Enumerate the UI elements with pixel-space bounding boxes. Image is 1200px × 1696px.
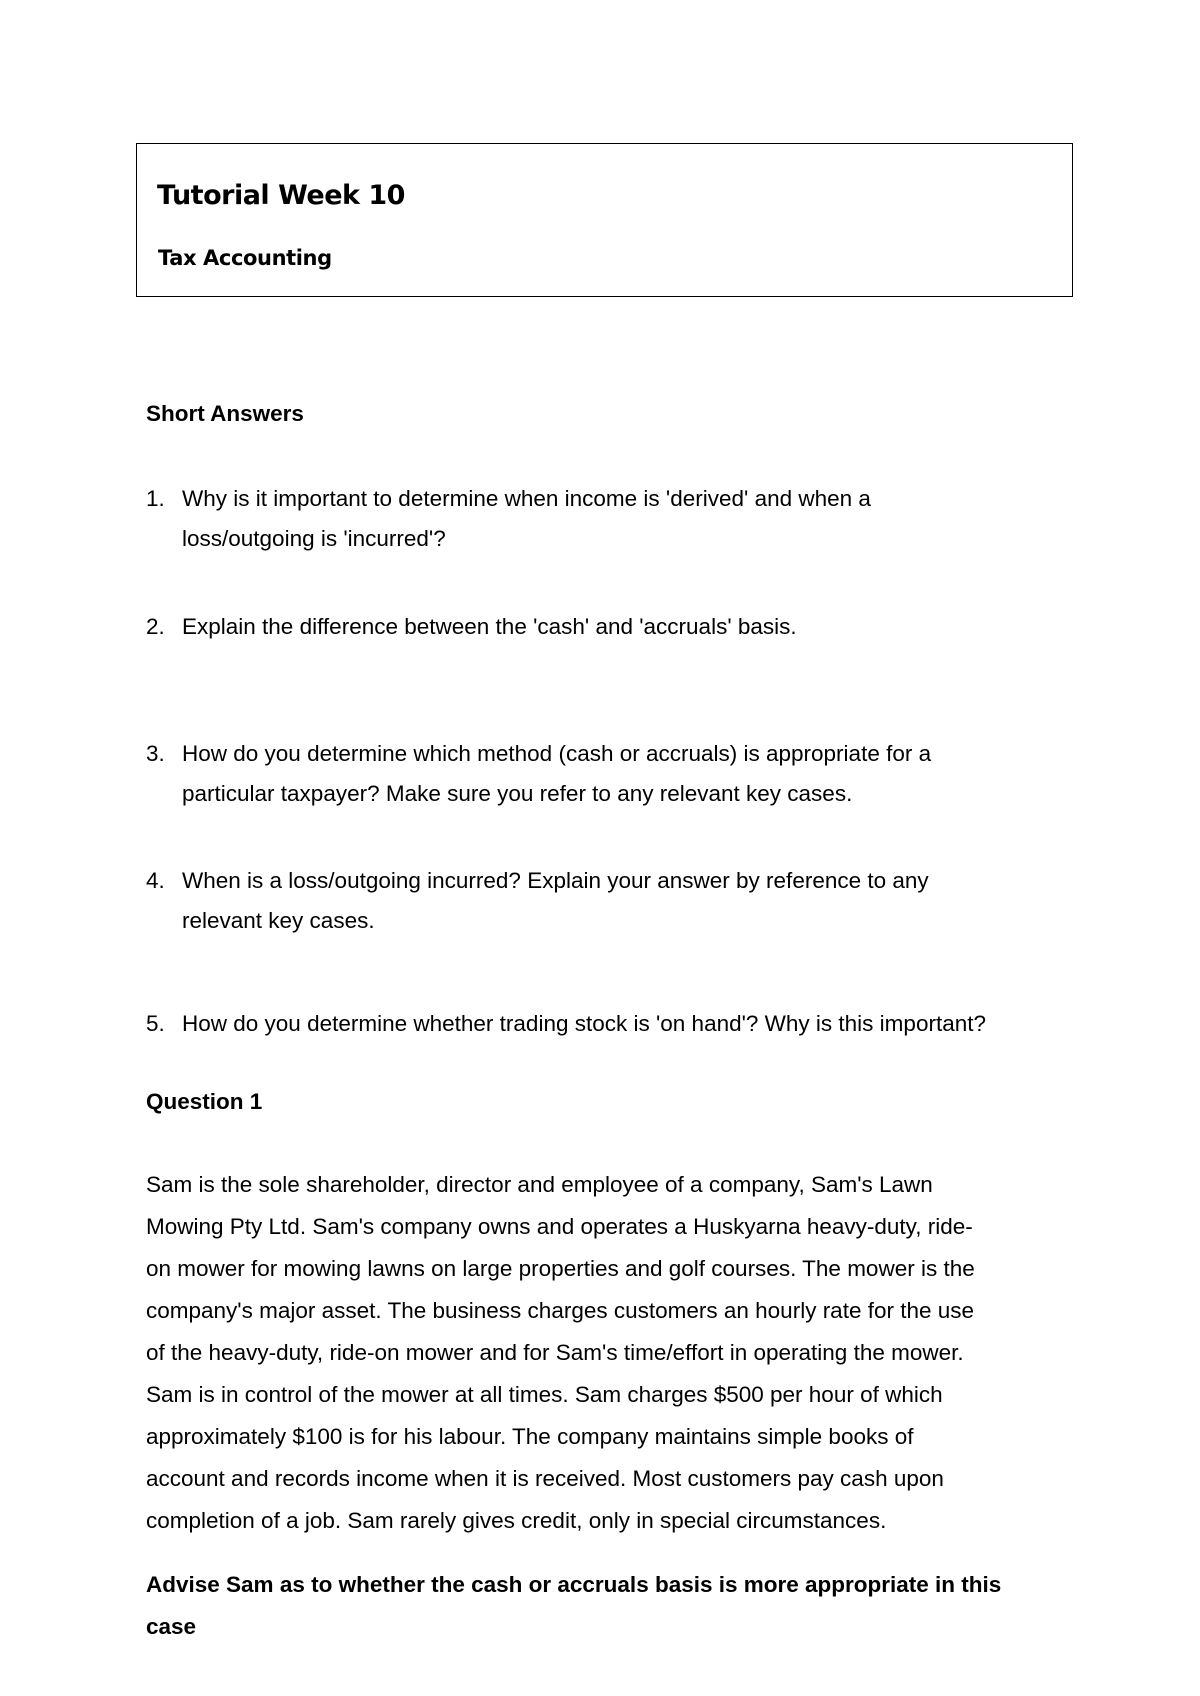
paragraph-line: Sam is the sole shareholder, director and employee of a company, Sam's Lawn (146, 1172, 933, 1197)
item-text-line: Explain the difference between the 'cash' and 'accruals' basis. (182, 614, 797, 639)
item-text-line: Why is it important to determine when income is 'derived' and when a (182, 486, 871, 511)
item-number: 5. (146, 1011, 165, 1036)
item-text-line: When is a loss/outgoing incurred? Explain your answer by reference to any (182, 868, 929, 893)
page-title: Tutorial Week 10 (157, 180, 405, 211)
paragraph-line: on mower for mowing lawns on large properties and golf courses. The mower is the (146, 1256, 975, 1281)
question-1-heading: Question 1 (146, 1089, 263, 1114)
paragraph-line: completion of a job. Sam rarely gives credit, only in special circumstances. (146, 1508, 887, 1533)
title-box (136, 143, 1073, 297)
item-text-line: How do you determine which method (cash or accruals) is appropriate for a (182, 741, 932, 766)
item-text-line: particular taxpayer? Make sure you refer to any relevant key cases. (182, 781, 853, 806)
item-text-line: relevant key cases. (182, 908, 375, 933)
paragraph-line: Mowing Pty Ltd. Sam's company owns and operates a Huskyarna heavy-duty, ride- (146, 1214, 973, 1239)
paragraph-line: account and records income when it is received. Most customers pay cash upon (146, 1466, 944, 1491)
question-1-instruction (146, 1564, 1001, 1648)
item-number: 4. (146, 868, 165, 893)
item-text-line: loss/outgoing is 'incurred'? (182, 526, 446, 551)
short-answers-heading: Short Answers (146, 401, 304, 426)
paragraph-line: Sam is in control of the mower at all times. Sam charges $500 per hour of which (146, 1382, 943, 1407)
paragraph-line: company's major asset. The business charges customers an hourly rate for the use (146, 1298, 975, 1323)
item-number: 1. (146, 486, 165, 511)
item-number: 3. (146, 741, 165, 766)
paragraph-line: of the heavy-duty, ride-on mower and for Sam's time/effort in operating the mower. (146, 1340, 964, 1365)
item-text-line: How do you determine whether trading stock is 'on hand'? Why is this important? (182, 1011, 986, 1036)
question-1-paragraph (146, 1164, 975, 1542)
item-number: 2. (146, 614, 165, 639)
page-subtitle: Tax Accounting (158, 246, 332, 270)
instruction-line: Advise Sam as to whether the cash or accruals basis is more appropriate in this (146, 1572, 1002, 1597)
instruction-line: case (146, 1614, 197, 1639)
paragraph-line: approximately $100 is for his labour. The company maintains simple books of (146, 1424, 914, 1449)
